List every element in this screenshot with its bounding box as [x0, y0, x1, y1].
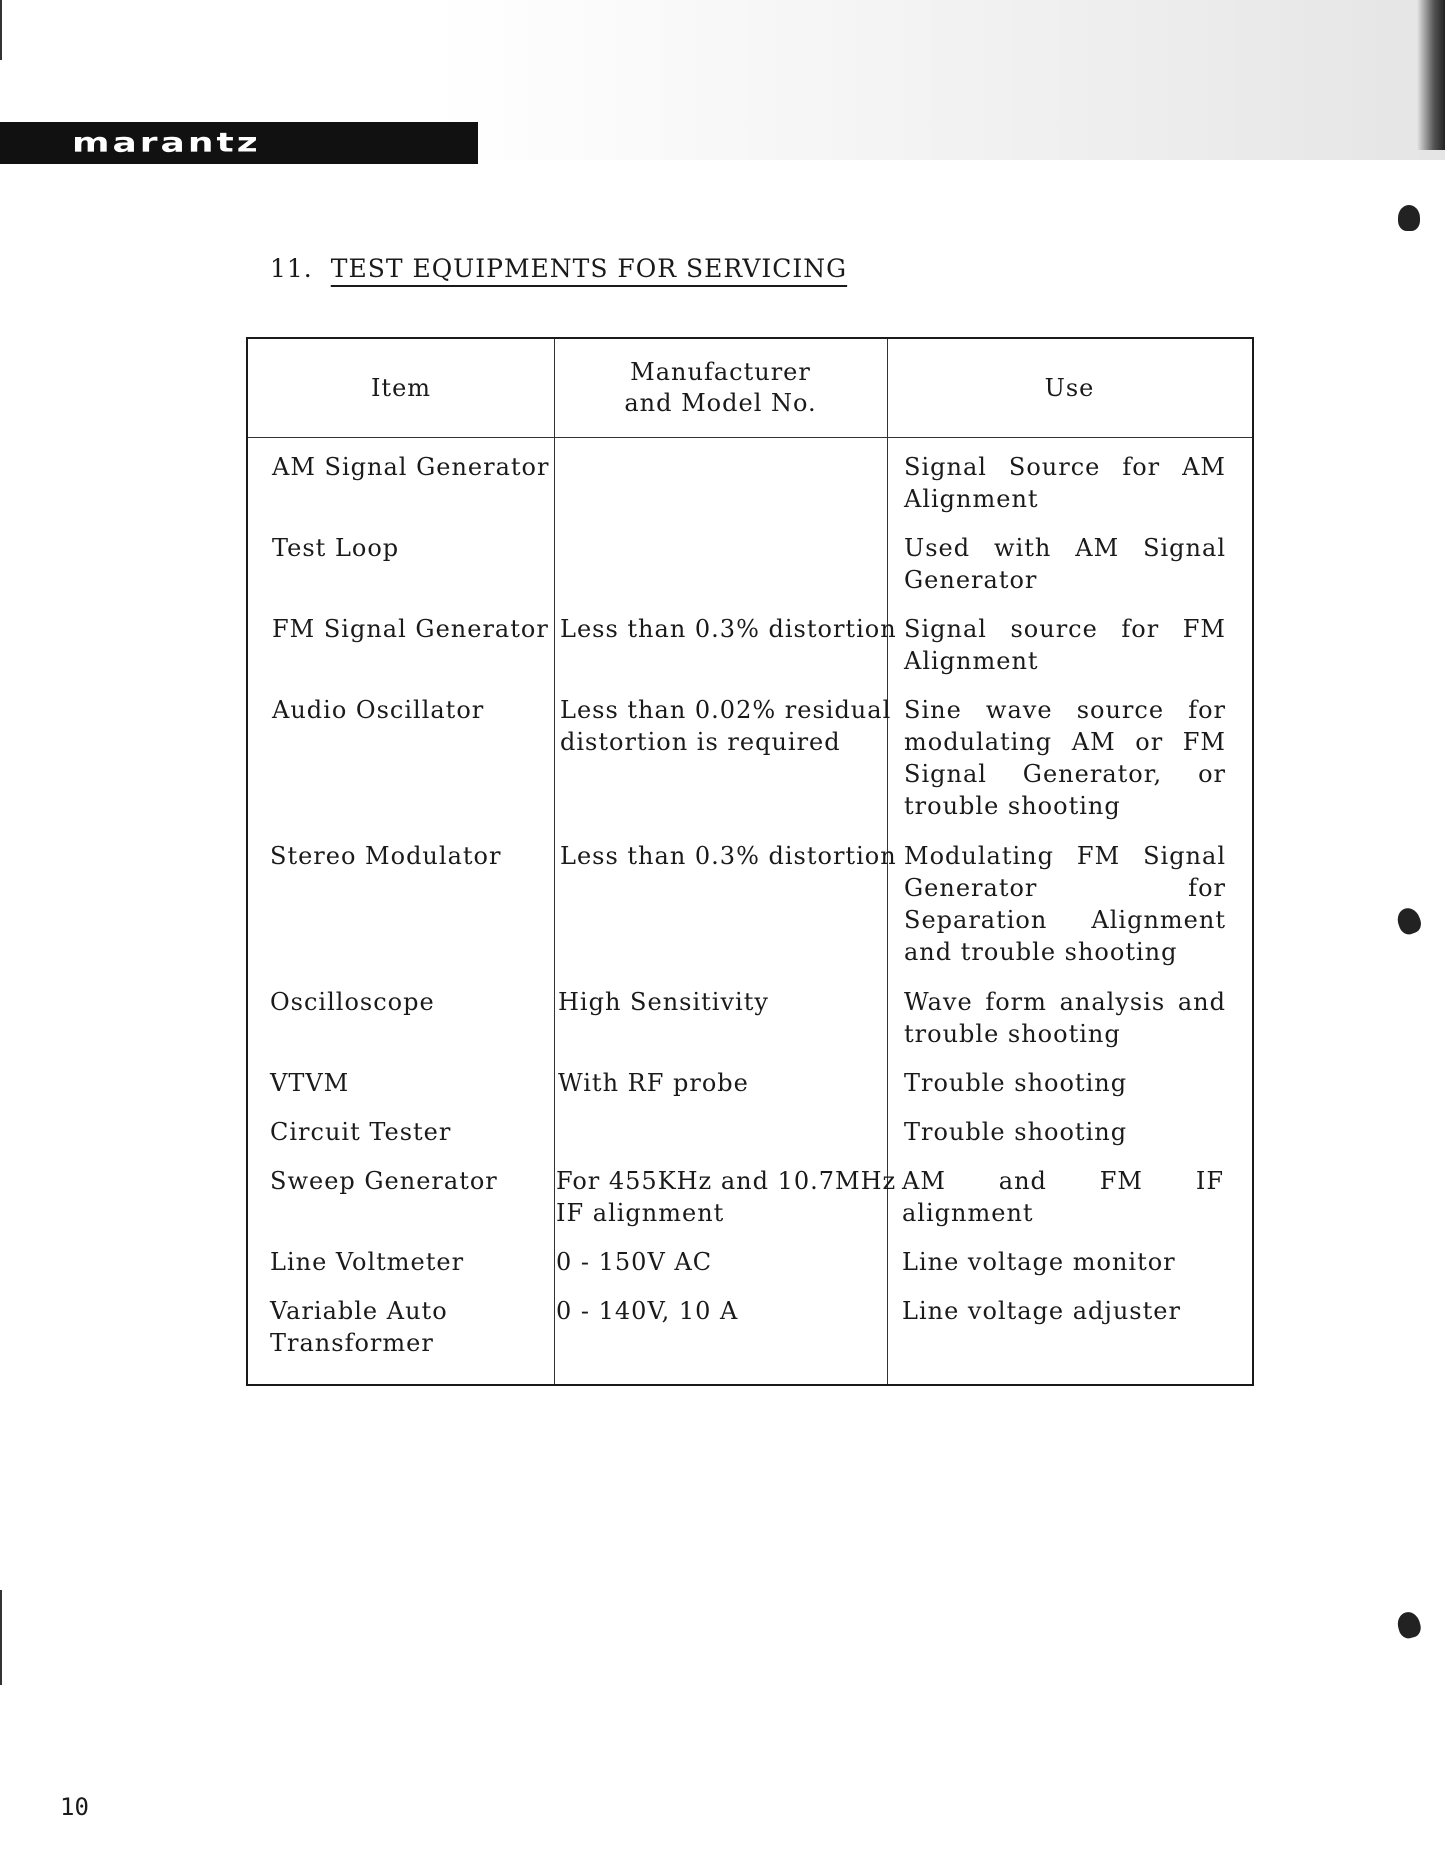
row-item: Oscilloscope [270, 988, 435, 1016]
binder-hole-icon [1395, 1610, 1423, 1641]
row-manufacturer: High Sensitivity [558, 988, 769, 1016]
row-manufacturer: Less than 0.02% residual distortion is required [560, 696, 892, 756]
scan-edge [0, 1590, 2, 1685]
row-manufacturer: For 455KHz and 10.7MHz IF alignment [556, 1167, 897, 1227]
row-item: Variable Auto Transformer [270, 1297, 448, 1357]
row-manufacturer: 0 - 140V, 10 A [556, 1297, 739, 1325]
section-number: 11. [270, 254, 313, 283]
header-use: Use [1044, 373, 1095, 402]
row-manufacturer: 0 - 150V AC [556, 1248, 713, 1276]
row-manufacturer: Less than 0.3% distortion [560, 615, 897, 643]
row-item: FM Signal Generator [272, 615, 549, 643]
row-item: Line Voltmeter [270, 1248, 465, 1276]
row-use: Line voltage monitor [902, 1248, 1176, 1276]
header-divider [248, 437, 1252, 438]
row-item: Stereo Modulator [270, 842, 502, 870]
test-equipment-table [246, 337, 1254, 1386]
row-item: Test Loop [272, 534, 400, 562]
scan-edge [0, 0, 2, 60]
row-use: Trouble shooting [904, 1069, 1128, 1097]
row-item: Circuit Tester [270, 1118, 452, 1146]
row-use: Trouble shooting [904, 1118, 1128, 1146]
header-item: Item [370, 373, 432, 402]
row-use: AM and FM IF alignment [902, 1167, 1224, 1227]
row-manufacturer: Less than 0.3% distortion [560, 842, 897, 870]
column-divider [554, 339, 555, 1384]
brand-logo-bar [0, 122, 478, 164]
row-item: VTVM [270, 1069, 350, 1097]
section-heading [270, 254, 857, 283]
row-use: Signal source for FM Alignment [904, 615, 1226, 675]
binder-hole-icon [1394, 905, 1424, 937]
scan-edge [1417, 0, 1445, 150]
binder-hole-icon [1398, 205, 1420, 231]
row-item: Audio Oscillator [272, 696, 485, 724]
row-use: Signal Source for AM Alignment [904, 453, 1226, 513]
row-item: AM Signal Generator [272, 453, 550, 481]
row-item: Sweep Generator [270, 1167, 498, 1195]
row-manufacturer: With RF probe [558, 1069, 749, 1097]
row-use: Sine wave source for modulating AM or FM Signal Generator, or trouble shooting [904, 696, 1226, 820]
page-number: 10 [60, 1793, 89, 1821]
row-use: Line voltage adjuster [902, 1297, 1181, 1325]
header-manufacturer: Manufacturer and Model No. [624, 358, 817, 417]
section-title: TEST EQUIPMENTS FOR SERVICING [330, 254, 848, 283]
brand-logo: marantz [72, 127, 261, 158]
row-use: Modulating FM Signal Generator for Separation Alignment and trouble shooting [904, 842, 1226, 966]
row-use: Used with AM Signal Generator [904, 534, 1226, 594]
row-use: Wave form analysis and trouble shooting [904, 988, 1226, 1048]
